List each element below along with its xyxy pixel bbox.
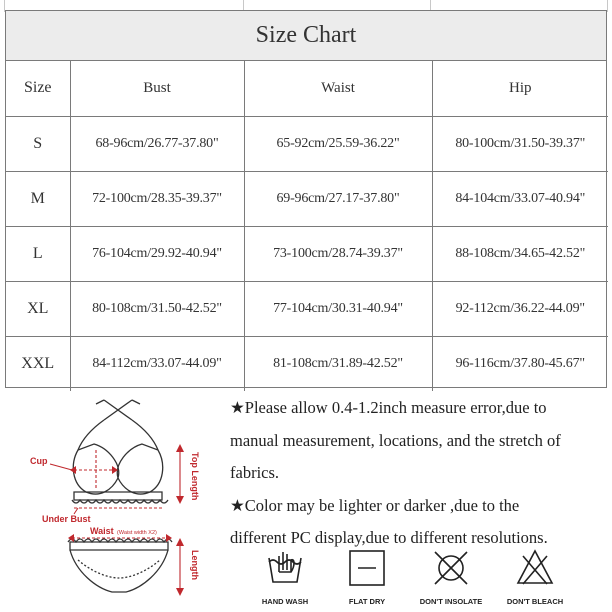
size-chart: [5, 10, 607, 388]
header-size: Size: [6, 61, 70, 116]
bust-cell: 80-108cm/31.50-42.52": [70, 281, 244, 336]
waist-cell: 73-100cm/28.74-39.37": [244, 226, 432, 281]
halter-strap: [104, 400, 132, 420]
care-item-hand-wash: [245, 548, 325, 610]
care-label: DON'T BLEACH: [506, 597, 564, 606]
bust-cell: 72-100cm/28.35-39.37": [70, 171, 244, 226]
header-bust: Bust: [70, 61, 244, 116]
hip-cell: 80-100cm/31.50-39.37": [432, 116, 608, 171]
size-table: [6, 61, 608, 391]
size-cell: XL: [6, 281, 70, 336]
table-row: [6, 336, 608, 391]
size-cell: L: [6, 226, 70, 281]
dont-tumble-dry-icon: [431, 548, 471, 588]
care-label: DON'T INSOLATE: [419, 597, 483, 606]
care-item-dont-bleach: [495, 548, 575, 610]
panty-waistband: [70, 542, 168, 550]
garment-sketch: [12, 392, 217, 607]
note-line: fabrics.: [230, 463, 280, 482]
care-item-dont-insolate: [411, 548, 491, 610]
size-cell: XXL: [6, 336, 70, 391]
panty-seam: [78, 560, 160, 578]
hip-cell: 84-104cm/33.07-40.94": [432, 171, 608, 226]
waist-cell: 65-92cm/25.59-36.22": [244, 116, 432, 171]
note-line: manual measurement, locations, and the stretch of: [230, 430, 561, 450]
care-label: HAND WASH: [261, 597, 309, 606]
table-row: [6, 116, 608, 171]
under-bust-label: Under Bust: [42, 514, 91, 524]
notes: [230, 392, 610, 555]
bust-cell: 84-112cm/33.07-44.09": [70, 336, 244, 391]
hip-cell: 96-116cm/37.80-45.67": [432, 336, 608, 391]
underband: [74, 492, 162, 500]
table-row: [6, 226, 608, 281]
bust-cell: 68-96cm/26.77-37.80": [70, 116, 244, 171]
note-line: different PC display,due to different resolutions.: [230, 528, 548, 547]
care-instructions: [245, 548, 605, 610]
care-label: FLAT DRY: [348, 597, 386, 606]
cup-leader: [50, 464, 72, 470]
table-row: [6, 281, 608, 336]
header-waist: Waist: [244, 61, 432, 116]
hip-cell: 88-108cm/34.65-42.52": [432, 226, 608, 281]
waist-cell: 81-108cm/31.89-42.52": [244, 336, 432, 391]
flat-dry-icon: [347, 548, 387, 588]
length-label: Length: [190, 550, 200, 580]
measurement-diagram: [12, 392, 217, 607]
dont-bleach-icon: [515, 548, 555, 588]
waist-label: Waist: [90, 526, 114, 536]
hand-wash-icon: [265, 548, 305, 588]
top-length-label: Top Length: [190, 452, 200, 501]
header-row: [6, 61, 608, 116]
hip-cell: 92-112cm/36.22-44.09": [432, 281, 608, 336]
cup-label: Cup: [30, 456, 48, 466]
note-line: ★Color may be lighter or darker ,due to the: [230, 495, 520, 515]
care-item-flat-dry: [327, 548, 407, 610]
waist-note: (Waist width X2): [117, 530, 157, 536]
size-cell: M: [6, 171, 70, 226]
size-cell: S: [6, 116, 70, 171]
halter-tie: [96, 400, 140, 404]
panty-body: [70, 550, 168, 592]
waist-cell: 77-104cm/30.31-40.94": [244, 281, 432, 336]
bust-cell: 76-104cm/29.92-40.94": [70, 226, 244, 281]
header-hip: Hip: [432, 61, 608, 116]
table-row: [6, 171, 608, 226]
chart-title: Size Chart: [6, 11, 606, 61]
right-cup: [117, 444, 162, 494]
waist-cell: 69-96cm/27.17-37.80": [244, 171, 432, 226]
note-line: ★Please allow 0.4-1.2inch measure error,due to: [230, 398, 547, 417]
